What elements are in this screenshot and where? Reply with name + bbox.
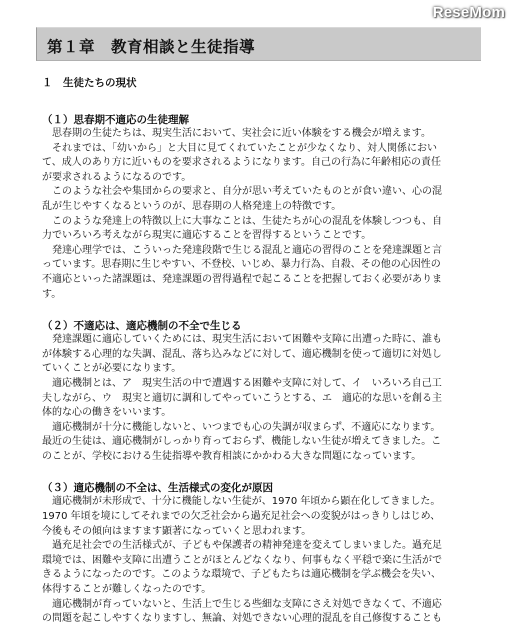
paragraph-line: 適応機制が未形成で、十分に機能しない生徒が、1970 年頃から顕在化してきました。 (42, 496, 441, 508)
paragraph-line: が体験する心理的な失調、混乱、落ち込みなどに対して、適応機制を使って適切に対処し (42, 348, 442, 360)
subsection-1 (42, 113, 482, 302)
paragraph-line: 乱が生じやすくなるというのが、思春期の人格発達上の特徴です。 (42, 200, 342, 212)
chapter-header-bar (36, 27, 481, 61)
paragraph-line: て、成人のあり方に近いものを要求されるようになります。自己の行為に年齢相応の責任 (42, 157, 441, 169)
paragraph-line: 適応機制が育っていないと、生活上で生じる些細な支障にさえ対処できなくて、不適応 (42, 598, 442, 610)
paragraph-line: 思春期の生徒たちは、現実生活において、実社会に近い体験をする機会が増えます。 (42, 128, 431, 139)
paragraph-line: それまでは、「幼いから」と大目に見てくれていたことが少なくなり、対人関係におい (42, 142, 437, 154)
paragraph-line: このような社会や集団からの要求と、自分が思い考えていたものとが食い違い、心の混 (42, 186, 442, 198)
paragraph-line: の問題を起こしやすくなりますし、無論、対処できない心理的混乱を自己修復することも (42, 613, 442, 625)
paragraph-line: 過充足社会での生活様式が、子どもや保護者の精神発達を変えてしまいました。過充足 (42, 540, 442, 552)
paragraph-line: 不適応といった諸課題は、発達課題の習得過程で起こることを把握しておく必要がありま (42, 273, 442, 285)
paragraph-line: が要求されるようになるのです。 (42, 171, 192, 183)
paragraph-line: 適応機制とは、ア 現実生活の中で遭遇する困難や支障に対して、イ いろいろ自己工 (42, 377, 442, 389)
paragraph-line: 力でいろいろ考えながら現実に適応することを習得するということです。 (42, 230, 372, 242)
paragraph-line: 発達心理学では、こういった発達段階で生じる混乱と適応の習得のことを発達課題と言 (42, 244, 442, 256)
paragraph-line: 発達課題に適応していくためには、現実生活において困難や支障に出遭った時に、誰も (42, 334, 442, 346)
subsection-heading: （３）適応機制の不全は、生活様式の変化が原因 (42, 482, 273, 495)
subsection-heading: （２）不適応は、適応機制の不全で生じる (42, 320, 242, 333)
paragraph-line: 夫しながら、ウ 現実と適切に調和してやっていこうとする、エ 適応的な思いを創る主 (42, 392, 442, 404)
paragraph-line: す。 (42, 288, 62, 300)
paragraph-line: このような発達上の特徴以上に大事なことは、生徒たちが心の混乱を体験しつつも、自 (42, 215, 442, 227)
paragraph-line: 今後もその傾向はますます顕著になっていくと思われます。 (42, 525, 312, 537)
section-heading: １ 生徒たちの現状 (42, 77, 137, 89)
subsection-3 (42, 481, 482, 626)
paragraph-line: のことが、学校における生徒指導や教育相談にかかわる大きな問題になっています。 (42, 450, 422, 462)
subsection-2 (42, 319, 482, 464)
subsection-heading: （１）思春期不適応の生徒理解 (42, 114, 189, 126)
paragraph-line: 体的な心の働きをいいます。 (42, 407, 172, 419)
paragraph-line: ていくことが必要になります。 (42, 363, 182, 375)
paragraph-line: 最近の生徒は、適応機制がしっかり育っておらず、機能しない生徒が増えてきました。こ (42, 436, 442, 448)
paragraph-line: 1970 年頃を境にしてそれまでの欠乏社会から過充足社会への変貌がはっきりしはじめ、 (42, 511, 441, 523)
paragraph-line: 体得することが難しくなったのです。 (42, 584, 212, 596)
paragraph-line: きるようになったのです。このような環境で、子どもたちは適応機制を学ぶ機会を失い、 (42, 569, 441, 581)
paragraph-line: 環境では、困難や支障に出遭うことがほとんどなくなり、何事もなく平穏で楽に生活がで (42, 554, 442, 566)
chapter-title: 第１章 教育相談と生徒指導 (47, 38, 256, 56)
document-body (42, 68, 482, 627)
paragraph-line: 適応機制が十分に機能しないと、いつまでも心の失調が収まらず、不適応になります。 (42, 421, 441, 433)
paragraph-line: っています。思春期に生じやすい、不登校、いじめ、暴力行為、自殺、その他の心因性の (42, 259, 441, 271)
resemom-watermark: ReseMom (432, 4, 505, 21)
